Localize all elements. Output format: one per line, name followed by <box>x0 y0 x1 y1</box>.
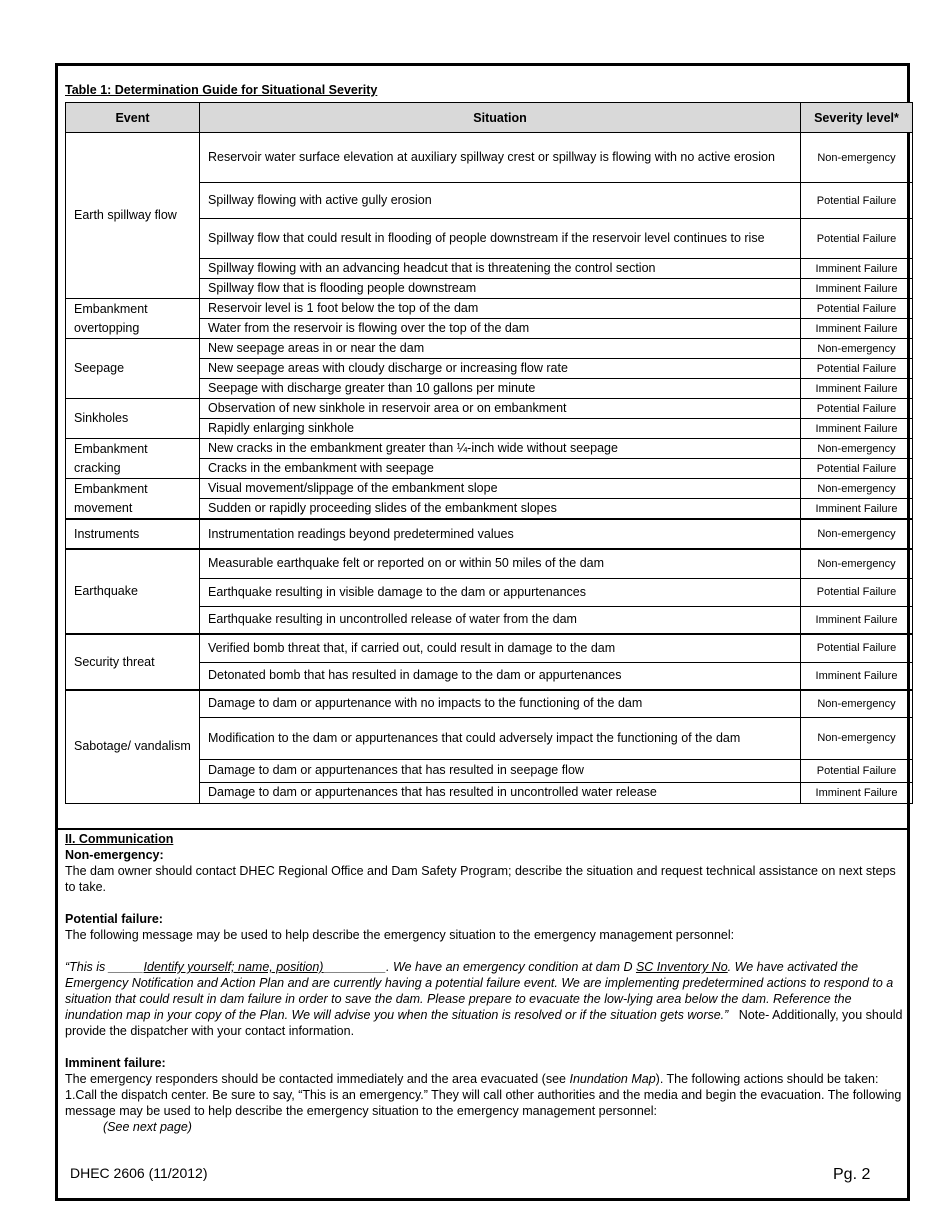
see-next-page: (See next page) <box>103 1120 192 1134</box>
table-row <box>66 549 913 578</box>
event-cell: Sabotage/ vandalism <box>66 690 200 803</box>
contact-note: Note- Additionally, you should provide the dispatcher with your contact information. <box>65 1008 903 1038</box>
severity-cell: Non-emergency <box>801 339 913 359</box>
table-row <box>66 399 913 419</box>
imminent-failure-label: Imminent failure: <box>65 1056 166 1070</box>
table-row <box>66 299 913 319</box>
situation-cell: Water from the reservoir is flowing over the top of the dam <box>200 319 801 339</box>
severity-cell: Imminent Failure <box>801 259 913 279</box>
severity-cell: Imminent Failure <box>801 499 913 520</box>
situation-cell: Damage to dam or appurtenance with no impacts to the functioning of the dam <box>200 690 801 717</box>
situation-cell: Earthquake resulting in uncontrolled release of water from the dam <box>200 606 801 634</box>
severity-cell: Non-emergency <box>801 717 913 759</box>
potential-failure-label: Potential failure: <box>65 912 163 926</box>
severity-cell: Potential Failure <box>801 459 913 479</box>
situation-cell: Sudden or rapidly proceeding slides of the embankment slopes <box>200 499 801 520</box>
situation-cell: Instrumentation readings beyond predetermined values <box>200 519 801 549</box>
severity-cell: Imminent Failure <box>801 419 913 439</box>
severity-cell: Potential Failure <box>801 578 913 606</box>
severity-cell: Potential Failure <box>801 359 913 379</box>
table-row <box>66 634 913 662</box>
severity-cell: Imminent Failure <box>801 379 913 399</box>
potential-failure-message: “This is _____Identify yourself; name, position)_________. We have an emergency condition at dam D SC Inventory No. We have activated the Emergency Notification and Action Plan and are currently having a potential failure event. We are implementing predetermined actions to respond to a situation that could result in dam failure in order to save the dam. Please prepare to evacuate the low-lying area below the dam. Reference the inundation map in your copy of the Plan. We will advise you when the situation is resolved or if the situation gets worse.” Note- Additionally, you should provide the dispatcher with your contact information. <box>65 960 903 1038</box>
section-divider <box>58 828 907 830</box>
communication-section <box>65 831 905 1135</box>
table-row <box>66 439 913 459</box>
situation-cell: Spillway flow that is flooding people downstream <box>200 279 801 299</box>
severity-cell: Imminent Failure <box>801 606 913 634</box>
table-row <box>66 690 913 717</box>
event-cell: Seepage <box>66 339 200 399</box>
page-number: Pg. 2 <box>833 1166 871 1183</box>
imminent-failure-text: The emergency responders should be contacted immediately and the area evacuated (see Inundation Map). The following actions should be taken: <box>65 1072 879 1086</box>
event-cell: Embankment overtopping <box>66 299 200 339</box>
page-frame <box>55 63 910 1201</box>
event-cell: Sinkholes <box>66 399 200 439</box>
situation-cell: Spillway flow that could result in flooding of people downstream if the reservoir level continues to rise <box>200 219 801 259</box>
situation-cell: Damage to dam or appurtenances that has resulted in uncontrolled water release <box>200 782 801 803</box>
situation-cell: Damage to dam or appurtenances that has resulted in seepage flow <box>200 759 801 782</box>
header-event: Event <box>66 103 200 133</box>
table-row <box>66 519 913 549</box>
severity-table <box>65 102 913 804</box>
severity-cell: Non-emergency <box>801 690 913 717</box>
severity-cell: Imminent Failure <box>801 782 913 803</box>
situation-cell: New cracks in the embankment greater than ¼-inch wide without seepage <box>200 439 801 459</box>
event-cell: Earthquake <box>66 549 200 634</box>
communication-heading: II. Communication <box>65 832 174 846</box>
severity-cell: Potential Failure <box>801 219 913 259</box>
severity-cell: Non-emergency <box>801 519 913 549</box>
situation-cell: Rapidly enlarging sinkhole <box>200 419 801 439</box>
situation-cell: Reservoir level is 1 foot below the top of the dam <box>200 299 801 319</box>
severity-cell: Potential Failure <box>801 759 913 782</box>
severity-cell: Potential Failure <box>801 299 913 319</box>
severity-cell: Non-emergency <box>801 549 913 578</box>
situation-cell: Spillway flowing with an advancing headcut that is threatening the control section <box>200 259 801 279</box>
situation-cell: Detonated bomb that has resulted in damage to the dam or appurtenances <box>200 662 801 690</box>
situation-cell: Reservoir water surface elevation at auxiliary spillway crest or spillway is flowing with no active erosion <box>200 133 801 183</box>
table-row <box>66 479 913 499</box>
situation-cell: Spillway flowing with active gully erosion <box>200 183 801 219</box>
severity-cell: Imminent Failure <box>801 319 913 339</box>
header-situation: Situation <box>200 103 801 133</box>
event-cell: Embankment cracking <box>66 439 200 479</box>
event-cell: Embankment movement <box>66 479 200 520</box>
event-cell: Security threat <box>66 634 200 690</box>
non-emergency-label: Non-emergency: <box>65 848 164 862</box>
situation-cell: Observation of new sinkhole in reservoir area or on embankment <box>200 399 801 419</box>
severity-cell: Non-emergency <box>801 479 913 499</box>
header-severity: Severity level* <box>801 103 913 133</box>
severity-cell: Potential Failure <box>801 183 913 219</box>
event-cell: Earth spillway flow <box>66 133 200 299</box>
situation-cell: Seepage with discharge greater than 10 gallons per minute <box>200 379 801 399</box>
severity-cell: Imminent Failure <box>801 279 913 299</box>
situation-cell: Cracks in the embankment with seepage <box>200 459 801 479</box>
severity-cell: Imminent Failure <box>801 662 913 690</box>
situation-cell: Verified bomb threat that, if carried out, could result in damage to the dam <box>200 634 801 662</box>
situation-cell: Visual movement/slippage of the embankment slope <box>200 479 801 499</box>
table-row <box>66 133 913 183</box>
situation-cell: New seepage areas in or near the dam <box>200 339 801 359</box>
situation-cell: Modification to the dam or appurtenances that could adversely impact the functioning of the dam <box>200 717 801 759</box>
situation-cell: Measurable earthquake felt or reported on or within 50 miles of the dam <box>200 549 801 578</box>
imminent-step-1: 1.Call the dispatch center. Be sure to say, “This is an emergency.” They will call other authorities and the media and begin the evacuation. The following message may be used to help describe the emergency situation to the emergency management personnel: <box>65 1088 902 1118</box>
situation-cell: New seepage areas with cloudy discharge or increasing flow rate <box>200 359 801 379</box>
table-row <box>66 339 913 359</box>
non-emergency-text: The dam owner should contact DHEC Regional Office and Dam Safety Program; describe the situation and request technical assistance on next steps to take. <box>65 864 896 894</box>
table-title: Table 1: Determination Guide for Situational Severity <box>65 83 378 97</box>
severity-cell: Non-emergency <box>801 439 913 459</box>
form-number: DHEC 2606 (11/2012) <box>70 1165 208 1181</box>
potential-failure-text: The following message may be used to help describe the emergency situation to the emergency management personnel: <box>65 928 735 942</box>
situation-cell: Earthquake resulting in visible damage to the dam or appurtenances <box>200 578 801 606</box>
severity-cell: Potential Failure <box>801 399 913 419</box>
severity-cell: Potential Failure <box>801 634 913 662</box>
table-header-row <box>66 103 913 133</box>
severity-cell: Non-emergency <box>801 133 913 183</box>
event-cell: Instruments <box>66 519 200 549</box>
